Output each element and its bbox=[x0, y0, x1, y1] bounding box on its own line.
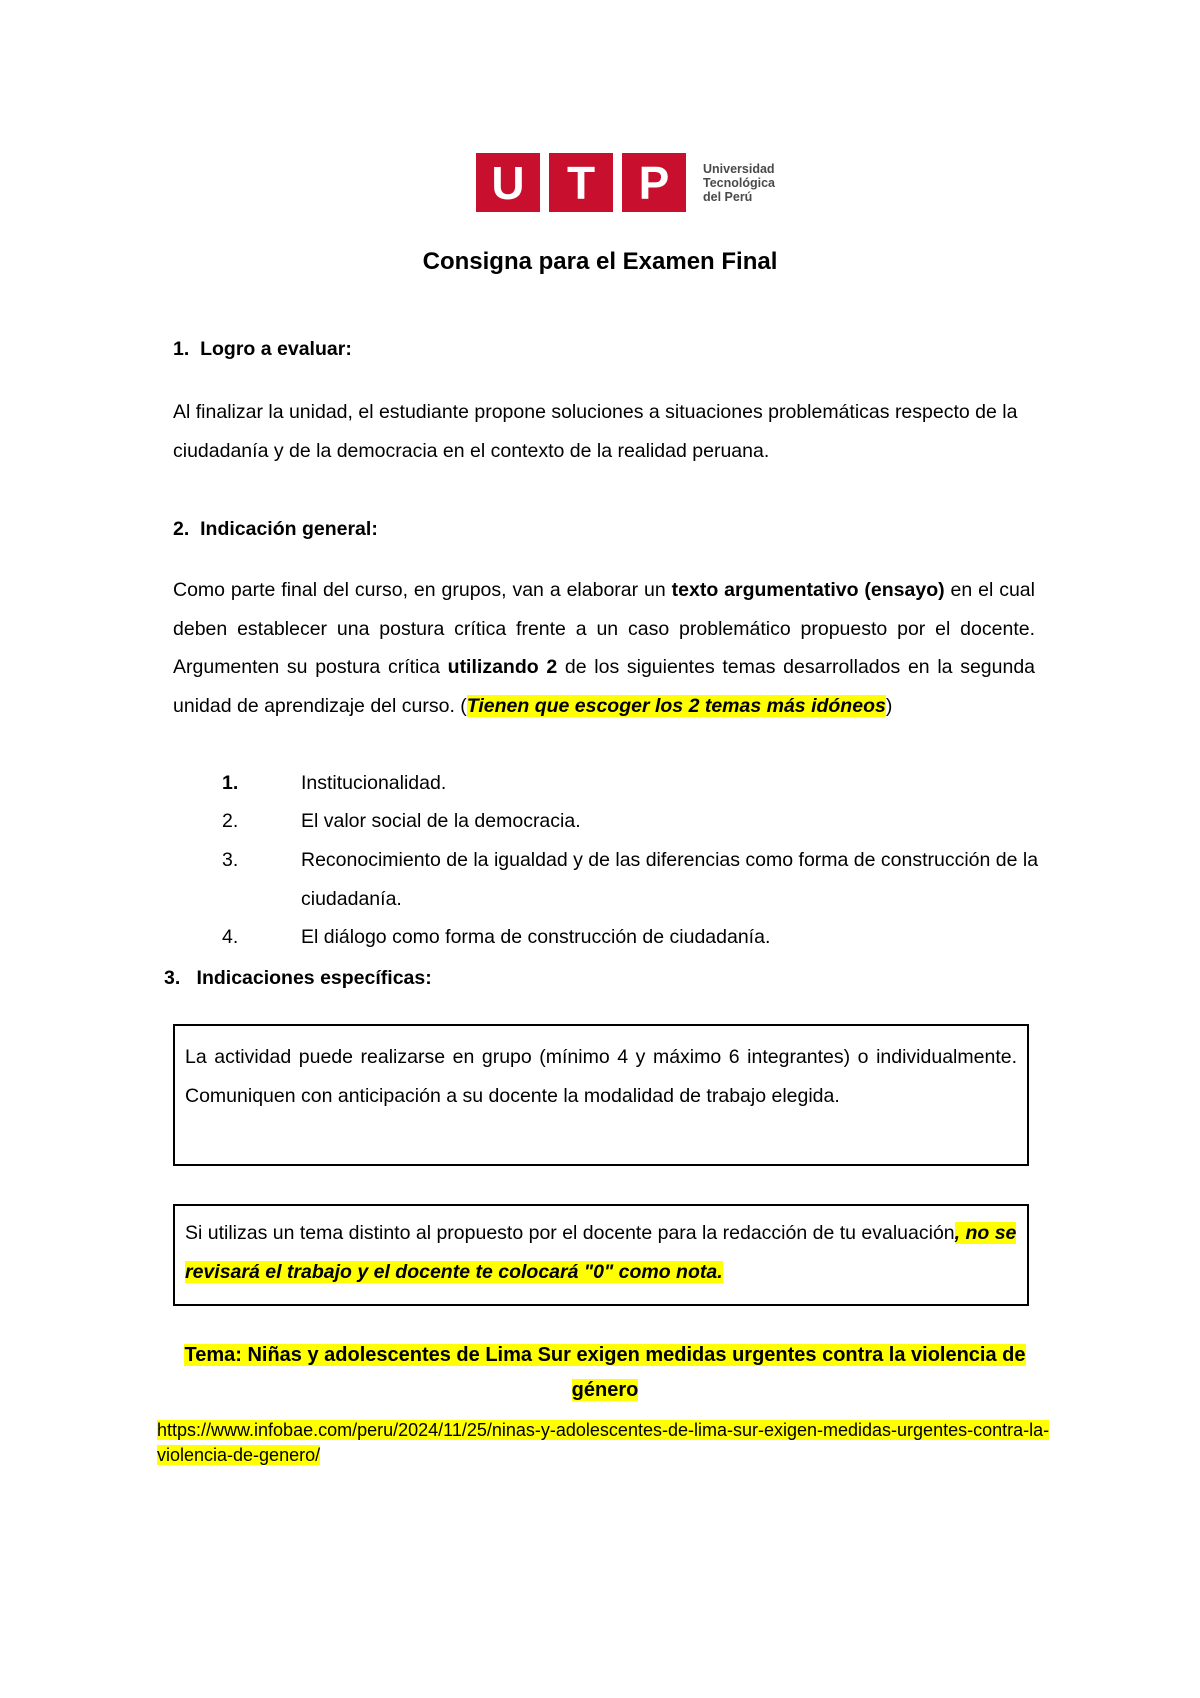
section1-heading bbox=[173, 338, 352, 361]
topic-text: El diálogo como forma de construcción de ciudadanía. bbox=[301, 926, 771, 948]
source-link-text[interactable]: https://www.infobae.com/peru/2024/11/25/ninas-y-adolescentes-de-lima-sur-exigen-medidas-urgentes-contra-la-violencia-de-genero/ bbox=[157, 1420, 1050, 1465]
topic-number: 3. bbox=[222, 849, 239, 871]
section2-title: Indicación general: bbox=[200, 518, 378, 540]
page-title: Consigna para el Examen Final bbox=[422, 248, 778, 275]
logo-wordmark bbox=[703, 162, 775, 204]
topic-text: El valor social de la democracia. bbox=[301, 810, 581, 832]
section3-number: 3. bbox=[164, 967, 181, 989]
section1-title: Logro a evaluar: bbox=[200, 338, 352, 360]
topic-number: 2. bbox=[222, 810, 239, 832]
section2-bold-text: texto argumentativo (ensayo) bbox=[671, 579, 945, 601]
activity-box: La actividad puede realizarse en grupo (mínimo 4 y máximo 6 integrantes) o individualmente. Comuniquen con anticipación a su docente la modalidad de trabajo elegida. bbox=[173, 1024, 1029, 1166]
logo-letter: T bbox=[549, 153, 613, 212]
section2-text-part: en el cual deben establecer una postura crítica frente a un caso problemático propuesto por el docente. Argumenten su postura crítica bbox=[173, 579, 1035, 678]
topic-text: Institucionalidad. bbox=[301, 772, 447, 794]
logo-line: del Perú bbox=[703, 189, 753, 204]
section1-number: 1. bbox=[173, 338, 190, 360]
source-link[interactable] bbox=[157, 1418, 1057, 1468]
section2-number: 2. bbox=[173, 518, 190, 540]
topic-number: 1. bbox=[222, 772, 239, 794]
section2-highlight: Tienen que escoger los 2 temas más idóneos bbox=[466, 694, 886, 717]
section2-text-part: de los siguientes temas desarrollados en la segunda unidad de aprendizaje del curso. ( bbox=[173, 656, 1036, 717]
section2-paragraph bbox=[173, 571, 1035, 725]
section1-text: Al finalizar la unidad, el estudiante propone soluciones a situaciones problemáticas respecto de la ciudadanía y de la democracia en el contexto de la realidad peruana. bbox=[173, 401, 1018, 462]
utp-logo bbox=[476, 153, 775, 212]
section3-heading bbox=[164, 967, 432, 990]
topic-heading bbox=[183, 1338, 1027, 1408]
section2-text-part: ) bbox=[885, 694, 893, 717]
section3-title: Indicaciones específicas: bbox=[196, 967, 432, 989]
section2-text-part: Como parte final del curso, en grupos, van a elaborar un bbox=[173, 579, 672, 601]
logo-letter: U bbox=[476, 153, 540, 212]
topic-text: Reconocimiento de la igualdad y de las diferencias como forma de construcción de la ciudadanía. bbox=[301, 849, 1039, 910]
logo-letter: P bbox=[622, 153, 686, 212]
section2-bold-text: utilizando 2 bbox=[447, 656, 558, 678]
section2-heading bbox=[173, 518, 378, 541]
logo-line: Tecnológica bbox=[703, 175, 776, 190]
warning-highlight: , no se revisará el trabajo y el docente te colocará "0" como nota. bbox=[185, 1222, 1017, 1283]
logo-line: Universidad bbox=[703, 161, 775, 176]
warning-box bbox=[173, 1204, 1029, 1306]
logo-letters bbox=[476, 153, 695, 212]
topic-heading-text: Tema: Niñas y adolescentes de Lima Sur exigen medidas urgentes contra la violencia de género bbox=[184, 1344, 1026, 1401]
warning-text: Si utilizas un tema distinto al propuesto por el docente para la redacción de tu evaluación bbox=[185, 1222, 955, 1244]
topic-number: 4. bbox=[222, 926, 239, 948]
